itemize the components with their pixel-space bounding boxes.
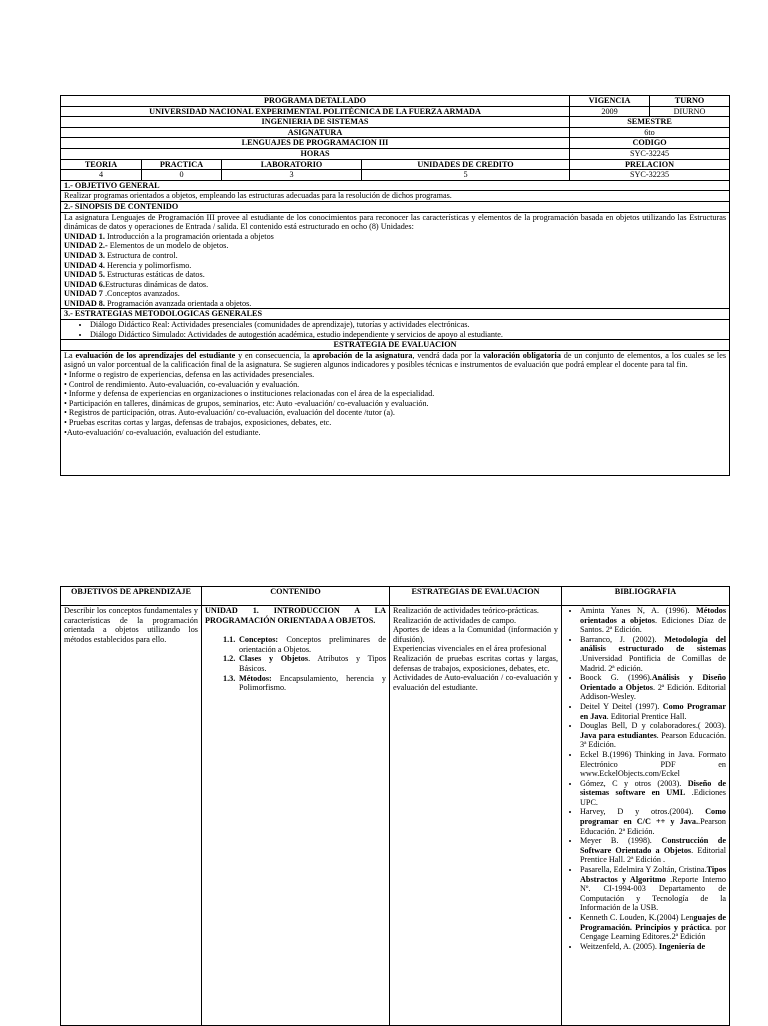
vigencia-label: VIGENCIA — [570, 96, 650, 107]
laboratorio-value: 3 — [222, 170, 362, 181]
header-contenido: CONTENIDO — [202, 587, 390, 606]
horas-label: HORAS — [61, 148, 570, 159]
list-item: • Control de rendimiento. Auto-evaluación, co-evaluación y evaluación. — [64, 379, 300, 389]
codigo-label: CODIGO — [570, 138, 730, 149]
estrategias-section — [61, 320, 730, 340]
sinopsis-intro: La asignatura Lenguajes de Programación III provee al estudiante de los conocimientos para reconocer las características y elementos de la programación basada en objetos utilizando las Estructuras dinámicas de datos y operaciones de Entrada / salida. El contenido está estructurado en ocho (8) Unidades: — [64, 212, 727, 232]
carrera-name: INGENIERIA DE SISTEMAS — [61, 117, 570, 128]
estrategias-list — [64, 320, 726, 339]
header-estrategias: ESTRATEGIAS DE EVALUACION — [390, 587, 562, 606]
practica-value: 0 — [142, 170, 222, 181]
list-item: •Auto-evaluación/ co-evaluación, evaluación del estudiante. — [64, 427, 261, 437]
unit-item: UNIDAD 8. Programación avanzada orientada a objetos. — [64, 298, 252, 308]
list-item: Experiencias vivenciales en el área profesional — [393, 644, 547, 654]
semestre-value: 6to — [570, 127, 730, 138]
vigencia-value: 2009 — [570, 106, 650, 117]
bibliography-item: • Pasarella, Edelmira Y Zoltán, Cristina.Tipos Abstractos y Algoritmo .Reporte Interno Nº. CI-1994-003 Departamento de Computación y Tecnología de la Información de la USB. — [580, 865, 726, 913]
bibliography-item: • Weitzenfeld, A. (2005). Ingeniería de — [580, 942, 726, 952]
teoria-value: 4 — [61, 170, 142, 181]
list-item: • Informe o registro de experiencias, defensa en las actividades presenciales. — [64, 370, 315, 380]
unit-item: UNIDAD 5. Estructuras estáticas de datos. — [64, 270, 205, 280]
subtopic: 1.1. Conceptos: Conceptos preliminares de orientación a Objetos. — [223, 635, 386, 654]
subtopic: 1.2. Clases y Objetos. Atributos y Tipos Básicos. — [223, 654, 387, 673]
turno-label: TURNO — [650, 96, 730, 107]
prelacion-value: SYC-32235 — [570, 170, 730, 181]
header-bibliografia: BIBLIOGRAFIA — [562, 587, 730, 606]
unit-list — [64, 232, 726, 309]
program-header-table — [60, 95, 730, 476]
objetivo-cell: Describir los conceptos fundamentales y características de la programación orientada a objetos utilizando los métodos establecidos para ello. — [61, 606, 202, 1026]
unit-detail-table — [60, 586, 730, 1026]
semestre-label: SEMESTRE — [570, 117, 730, 128]
bibliography-item: • Gómez, C y otros (2003). Diseño de sistemas software en UML .Ediciones UPC. — [580, 779, 726, 808]
bibliography-item: • Kenneth C. Louden, K.(2004) Lenguajes de Programación. Principios y práctica. por Cengage Learning Editores.2ª Edición — [580, 913, 726, 942]
objetivo-general-text: Realizar programas orientados a objetos, empleando las estructuras adecuadas para la resolución de dichos programas. — [61, 191, 730, 202]
unit-item: UNIDAD 6.Estructuras dinámicas de datos. — [64, 279, 209, 289]
bibliography-item: • Harvey, D y otros.(2004). Como programar en C/C ++ y Java..Pearson Educación. 2ª Edición. — [580, 807, 726, 836]
evaluacion-title: ESTRATEGIA DE EVALUACION — [61, 340, 730, 351]
estrategias-title: 3.- ESTRATEGIAS METODOLOGICAS GENERALES — [61, 309, 730, 320]
unit-item: UNIDAD 3. Estructura de control. — [64, 250, 178, 260]
creditos-label: UNIDADES DE CREDITO — [362, 159, 570, 170]
bibliografia-cell — [562, 606, 730, 1026]
sinopsis-title: 2.- SINOPSIS DE CONTENIDO — [61, 201, 730, 212]
list-item: Realización de actividades de campo. — [393, 615, 516, 625]
list-item: Realización de pruebas escritas cortas y largas, defensas de trabajos, exposiciones, debates, etc. — [393, 653, 558, 673]
unit-item: UNIDAD 2.- Elementos de un modelo de objetos. — [64, 241, 229, 251]
list-item: Aportes de ideas a la Comunidad (información y difusión). — [393, 625, 558, 644]
bibliography-item: • Douglas Bell, D y colaboradores.( 2003). Java para estudiantes. Pearson Educación. 3ª Edición. — [580, 721, 726, 750]
header-objetivos: OBJETIVOS DE APRENDIZAJE — [61, 587, 202, 606]
objetivo-general-title: 1.- OBJETIVO GENERAL — [61, 180, 730, 191]
contenido-cell — [202, 606, 390, 1026]
list-item: • Participación en talleres, dinámicas de grupos, seminarios, etc: Auto -evaluación/ co-evaluación y evaluación. — [64, 398, 429, 408]
codigo-value: SYC-32245 — [570, 148, 730, 159]
bibliography-item: • Meyer B. (1998). Construcción de Software Orientado a Objetos. Editorial Prentice Hall. 2ª Edición . — [580, 836, 726, 865]
list-item: • Pruebas escritas cortas y largas, defensas de trabajos, exposiciones, debates, etc. — [64, 418, 332, 427]
unit-item: UNIDAD 1. Introducción a la programación orientada a objetos — [64, 231, 274, 241]
sinopsis-section — [61, 212, 730, 309]
list-item: • Diálogo Didáctico Simulado: Actividades de autogestión académica, estudio independiente y servicios de apoyo al estudiante. — [90, 330, 726, 340]
list-item: • Informe y defensa de experiencias en organizaciones o instituciones relacionadas con el área de la especialidad. — [64, 389, 435, 399]
list-item: • Registros de participación, otras. Auto-evaluación/ co-evaluación, evaluación del docente /tutor (a). — [64, 408, 395, 418]
asignatura-label: ASIGNATURA — [61, 127, 570, 138]
programa-title: PROGRAMA DETALLADO — [61, 96, 570, 107]
turno-value: DIURNO — [650, 106, 730, 117]
creditos-value: 5 — [362, 170, 570, 181]
university-name: UNIVERSIDAD NACIONAL EXPERIMENTAL POLITÉCNICA DE LA FUERZA ARMADA — [61, 106, 570, 117]
bibliography-item: • Eckel B.(1996) Thinking in Java. Formato Electrónico PDF en www.EckelObjects.com/Eckel — [580, 750, 726, 779]
asignatura-name: LENGUAJES DE PROGRAMACION III — [61, 138, 570, 149]
evaluacion-section — [61, 350, 730, 475]
bibliography-item: • Deitel Y Deitel (1997). Como Programar en Java. Editorial Prentice Hall. — [580, 702, 726, 721]
subtopic: 1.3. Métodos: Encapsulamiento, herencia y Polimorfismo. — [223, 673, 386, 693]
list-item: Actividades de Auto-evaluación / co-evaluación y evaluación del estudiante. — [393, 673, 558, 692]
teoria-label: TEORIA — [61, 159, 142, 170]
bibliography-item: • Aminta Yanes N, A. (1996). Métodos orientados a objetos. Ediciones Díaz de Santos. 2ª Edición. — [580, 606, 726, 635]
bibliography-item: • Barranco, J. (2002). Metodología del análisis estructurado de sistemas .Universidad Pontificia de Comillas de Madrid. 2ª edición. — [580, 635, 726, 673]
bibliography-item: • Boock G. (1996).Análisis y Diseño Orientado a Objetos. 2ª Edición. Editorial Addison-Wesley. — [580, 673, 726, 702]
list-item: • Diálogo Didáctico Real: Actividades presenciales (comunidades de aprendizaje), tutorías y actividades electrónicas. — [90, 320, 726, 330]
list-item: Realización de actividades teórico-prácticas. — [393, 606, 539, 615]
prelacion-label: PRELACION — [570, 159, 730, 170]
unit-item: UNIDAD 7 .Conceptos avanzados. — [64, 289, 180, 299]
bibliography-list — [565, 606, 726, 951]
unit-item: UNIDAD 4. Herencia y polimorfismo. — [64, 260, 192, 270]
estrategias-cell — [390, 606, 562, 1026]
laboratorio-label: LABORATORIO — [222, 159, 362, 170]
unit-title: UNIDAD 1. INTRODUCCION A LA PROGRAMACIÓN ORIENTADA A OBJETOS. — [205, 606, 386, 625]
practica-label: PRACTICA — [142, 159, 222, 170]
evaluacion-paragraph: La evaluación de los aprendizajes del estudiante y en consecuencia, la aprobación de la asignatura, vendrá dada por la valoración obligatoria de un conjunto de elementos, a los cuales se les asignó un valor porcentual de la calificación final de la asignatura. Se sugieren algunos indicadores y posibles técnicas e instrumentos de evaluación que podrá emplear el docente para tal fin. — [64, 350, 727, 370]
